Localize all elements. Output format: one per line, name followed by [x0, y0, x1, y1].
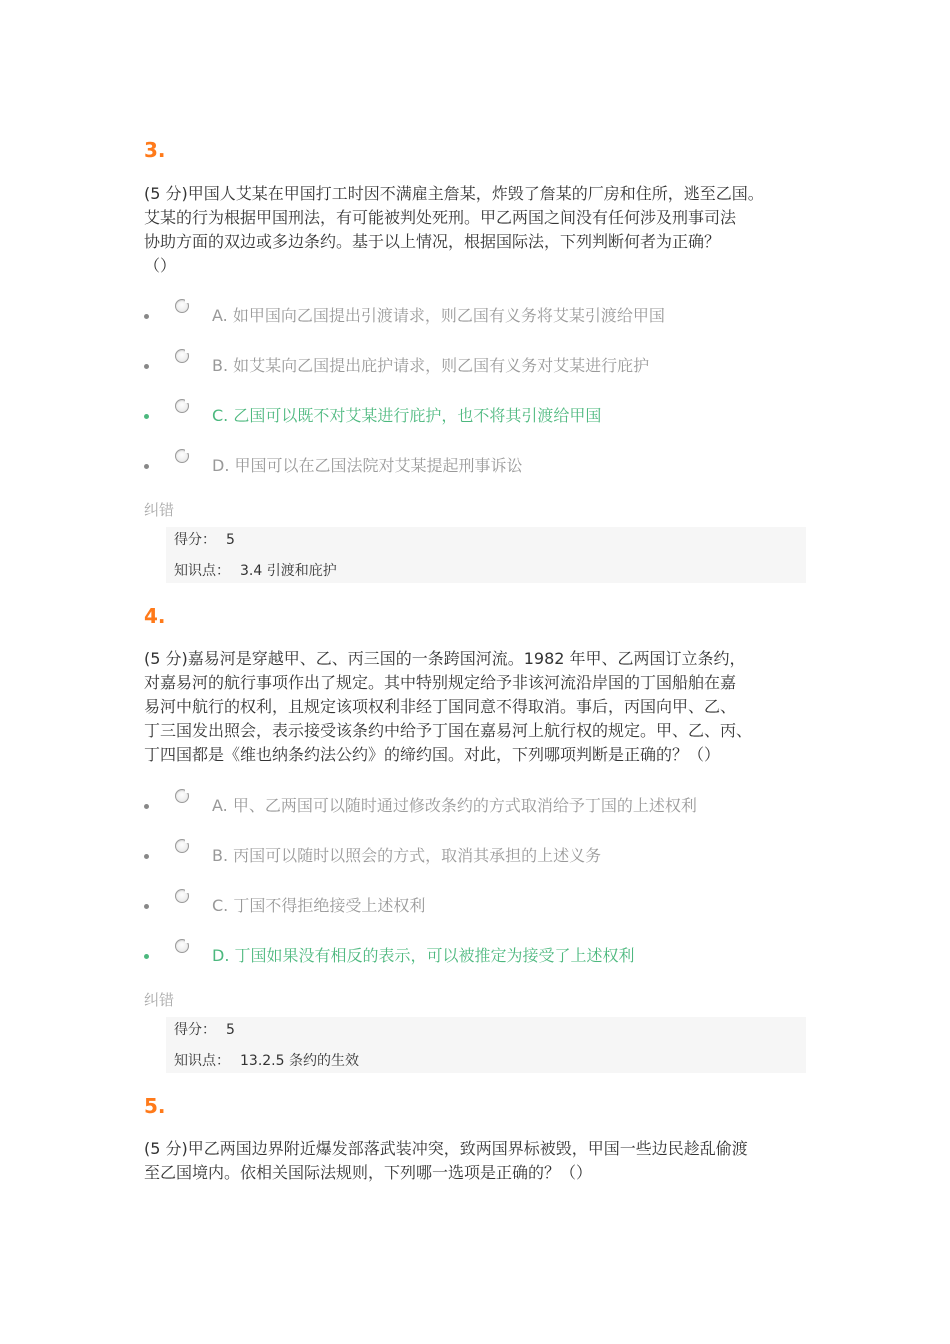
question-text: (5 分)嘉易河是穿越甲、乙、丙三国的一条跨国河流。1982 年甲、乙两国订立条约， 对嘉易河的航行事项作出了规定。其中特别规定给予非该河流沿岸国的丁国船舶在嘉 易河中航行的权利，且规定该项权利非经丁国同意不得取消。事后，丙国向甲、乙、 丁三国发出照会，表示接受该条约中给予丁国在嘉易河上航行权的规定。甲、乙、丙、 丁四国都是《维也纳条约法公约》的缔约国。对此，下列哪项判断是正确的？（）: [144, 649, 753, 764]
option-b[interactable]: [144, 841, 814, 871]
knowledge-value: 3.4 引渡和庇护: [240, 563, 337, 579]
bullet-icon: [144, 904, 149, 909]
knowledge-line: [174, 1051, 359, 1071]
option-a[interactable]: [144, 791, 814, 821]
option-a[interactable]: [144, 301, 814, 331]
option-label: C. 丁国不得拒绝接受上述权利: [212, 896, 426, 915]
radio-button-icon[interactable]: [175, 349, 189, 363]
score-value: 5: [226, 532, 235, 548]
option-c[interactable]: [144, 401, 814, 431]
option-label: A. 如甲国向乙国提出引渡请求，则乙国有义务将艾某引渡给甲国: [212, 306, 665, 325]
score-line: [174, 530, 235, 550]
report-error-link[interactable]: 纠错: [144, 501, 175, 519]
option-label: A. 甲、乙两国可以随时通过修改条约的方式取消给予丁国的上述权利: [212, 796, 697, 815]
bullet-icon: [144, 804, 149, 809]
knowledge-value: 13.2.5 条约的生效: [240, 1053, 359, 1069]
bullet-icon: [144, 854, 149, 859]
radio-button-icon[interactable]: [175, 889, 189, 903]
radio-button-icon[interactable]: [175, 789, 189, 803]
score-line: [174, 1020, 235, 1040]
option-label: C. 乙国可以既不对艾某进行庇护，也不将其引渡给甲国: [212, 406, 602, 425]
bullet-icon: [144, 364, 149, 369]
bullet-icon: [144, 954, 149, 959]
knowledge-label: 知识点：: [174, 1053, 230, 1069]
option-d[interactable]: [144, 941, 814, 971]
option-d[interactable]: [144, 451, 814, 481]
radio-button-icon[interactable]: [175, 299, 189, 313]
knowledge-line: [174, 561, 337, 581]
option-label: D. 甲国可以在乙国法院对艾某提起刑事诉讼: [212, 456, 523, 475]
option-b[interactable]: [144, 351, 814, 381]
score-value: 5: [226, 1022, 235, 1038]
question-number: 3.: [144, 138, 166, 162]
score-label: 得分：: [174, 1022, 216, 1038]
bullet-icon: [144, 414, 149, 419]
option-label: B. 如艾某向乙国提出庇护请求，则乙国有义务对艾某进行庇护: [212, 356, 650, 375]
score-label: 得分：: [174, 532, 216, 548]
knowledge-label: 知识点：: [174, 563, 230, 579]
radio-button-icon[interactable]: [175, 399, 189, 413]
radio-button-icon[interactable]: [175, 449, 189, 463]
question-text: (5 分)甲国人艾某在甲国打工时因不满雇主詹某，炸毁了詹某的厂房和住所，逃至乙国。 艾某的行为根据甲国刑法，有可能被判处死刑。甲乙两国之间没有任何涉及刑事司法 协助方面的双边或多边条约。基于以上情况，根据国际法，下列判断何者为正确？ （）: [144, 184, 764, 275]
radio-button-icon[interactable]: [175, 839, 189, 853]
option-label: D. 丁国如果没有相反的表示，可以被推定为接受了上述权利: [212, 946, 635, 965]
question-text: (5 分)甲乙两国边界附近爆发部落武装冲突，致两国界标被毁，甲国一些边民趁乱偷渡 至乙国境内。依相关国际法规则，下列哪一选项是正确的？（）: [144, 1139, 748, 1182]
radio-button-icon[interactable]: [175, 939, 189, 953]
option-label: B. 丙国可以随时以照会的方式，取消其承担的上述义务: [212, 846, 602, 865]
bullet-icon: [144, 314, 149, 319]
result-info-box: [166, 1017, 806, 1073]
question-number: 5.: [144, 1094, 166, 1118]
option-c[interactable]: [144, 891, 814, 921]
result-info-box: [166, 527, 806, 583]
bullet-icon: [144, 464, 149, 469]
report-error-link[interactable]: 纠错: [144, 991, 175, 1009]
question-number: 4.: [144, 604, 166, 628]
